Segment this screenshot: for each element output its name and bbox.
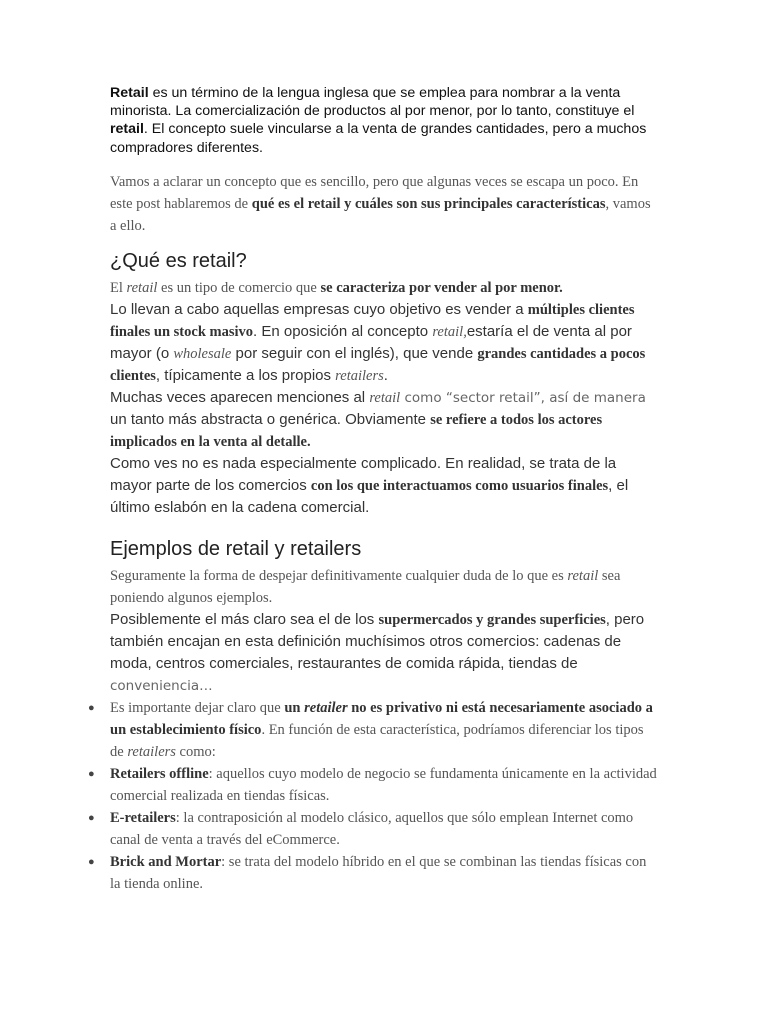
s1-paragraph-1 bbox=[110, 277, 660, 299]
s2p2-b: , pero también encajan en esta definición muchísimos otros comercios: cadenas de moda, centros comerciales, restaurantes de comida rápida, tiendas de bbox=[110, 610, 645, 672]
s1-paragraph-3 bbox=[110, 387, 660, 453]
b1-bold: Retailers offline bbox=[110, 765, 209, 782]
s1p2-i1: retail, bbox=[432, 323, 467, 340]
lead-bold: qué es el retail y cuáles son sus principales características bbox=[251, 195, 606, 212]
b3-text: : se trata del modelo híbrido en el que se combinan las tiendas físicas con la tienda online. bbox=[110, 853, 647, 892]
retailer-types-list bbox=[88, 697, 660, 895]
b0-c: como: bbox=[175, 743, 216, 760]
s1p2-bold2: grandes cantidades a pocos clientes bbox=[110, 345, 646, 384]
s1p2-d: por seguir con el inglés), que vende bbox=[231, 344, 478, 362]
s1p2-c: estaría el de venta al por mayor (o bbox=[110, 322, 632, 362]
s1p3-b: como “sector retail”, así de manera bbox=[400, 389, 646, 406]
bullet-icon: ● bbox=[88, 855, 95, 868]
retail-term-2: retail bbox=[110, 121, 144, 138]
s2p2-bold: supermercados y grandes superficies bbox=[378, 611, 606, 628]
bullet-icon: ● bbox=[88, 701, 95, 714]
s1p2-a: Lo llevan a cabo aquellas empresas cuyo objetivo es vender a bbox=[110, 300, 528, 318]
s2p1-b: sea poniendo algunos ejemplos. bbox=[110, 567, 621, 606]
intro-text-2: . El concepto suele vincularse a la venta de grandes cantidades, pero a muchos compradores diferentes. bbox=[110, 121, 647, 156]
list-item bbox=[88, 763, 660, 807]
s1p2-i2: wholesale bbox=[173, 345, 232, 362]
bullet-icon: ● bbox=[88, 767, 95, 780]
s1p3-c: un tanto más abstracta o genérica. Obviamente bbox=[110, 410, 431, 428]
list-item bbox=[88, 851, 660, 895]
s1p3-bold: se refiere a todos los actores implicados en la venta al detalle. bbox=[110, 411, 603, 450]
s1-paragraph-2 bbox=[110, 299, 660, 387]
b3-bold: Brick and Mortar bbox=[110, 853, 222, 870]
s1p3-i: retail bbox=[369, 389, 401, 406]
s1p4-a: Como ves no es nada especialmente complicado. En realidad, se trata de la mayor parte de los comercios bbox=[110, 454, 617, 494]
s1p1-a: El bbox=[110, 279, 127, 296]
bullet-icon: ● bbox=[88, 811, 95, 824]
s1p1-bold: se caracteriza por vender al por menor. bbox=[320, 279, 563, 296]
lead-text-1: Vamos a aclarar un concepto que es sencillo, pero que algunas veces se escapa un poco. En este post hablaremos de bbox=[110, 173, 639, 212]
s1p2-f: . bbox=[383, 366, 388, 384]
b0-b: . En función de esta característica, podríamos diferenciar los tipos de bbox=[110, 721, 644, 760]
s2p2-a: Posiblemente el más claro sea el de los bbox=[110, 610, 379, 628]
s1p1-i: retail bbox=[126, 279, 158, 296]
lead-paragraph bbox=[110, 171, 660, 237]
s2p1-i: retail bbox=[567, 567, 599, 584]
s1p3-a: Muchas veces aparecen menciones al bbox=[110, 388, 370, 406]
list-item bbox=[88, 807, 660, 851]
s1p4-bold: con los que interactuamos como usuarios finales bbox=[310, 477, 609, 494]
s1p2-e: , típicamente a los propios bbox=[155, 366, 336, 384]
s1p2-i3: retailers bbox=[335, 367, 384, 384]
document-page bbox=[88, 84, 660, 895]
b2-text: : la contraposición al modelo clásico, aquellos que sólo emplean Internet como canal de venta a través del eCommerce. bbox=[110, 809, 634, 848]
s1p2-b: . En oposición al concepto bbox=[253, 322, 433, 340]
b0-bold2: no es privativo ni está necesariamente asociado a un establecimiento físico bbox=[110, 699, 653, 738]
b0-a: Es importante dejar claro que bbox=[110, 699, 285, 716]
s2-paragraph-2 bbox=[110, 609, 660, 697]
b0-bi: retailer bbox=[304, 699, 348, 716]
s1p4-b: , el último eslabón en la cadena comercial. bbox=[110, 476, 629, 516]
b0-i: retailers bbox=[127, 743, 176, 760]
lead-text-2: , vamos a ello. bbox=[110, 195, 651, 234]
s1-paragraph-4 bbox=[110, 453, 660, 519]
intro-text-1: es un término de la lengua inglesa que se emplea para nombrar a la venta minorista. La comercialización de productos al por menor, por lo tanto, constituye el bbox=[110, 85, 635, 120]
s1p2-bold1: múltiples clientes finales un stock masivo bbox=[110, 301, 635, 340]
intro-paragraph bbox=[110, 84, 660, 157]
s1p1-b: es un tipo de comercio que bbox=[157, 279, 321, 296]
b2-bold: E-retailers bbox=[110, 809, 176, 826]
s2-paragraph-1 bbox=[110, 565, 660, 609]
s2p2-c: conveniencia… bbox=[110, 677, 213, 694]
s2p1-a: Seguramente la forma de despejar definitivamente cualquier duda de lo que es bbox=[110, 567, 568, 584]
b1-text: : aquellos cuyo modelo de negocio se fundamenta únicamente en la actividad comercial realizada en tiendas físicas. bbox=[110, 765, 657, 804]
b0-bold1: un bbox=[284, 699, 305, 716]
retail-term: Retail bbox=[110, 85, 149, 101]
section-heading-que-es-retail: ¿Qué es retail? bbox=[110, 249, 247, 272]
section-heading-ejemplos: Ejemplos de retail y retailers bbox=[110, 537, 362, 560]
list-item bbox=[88, 697, 660, 763]
